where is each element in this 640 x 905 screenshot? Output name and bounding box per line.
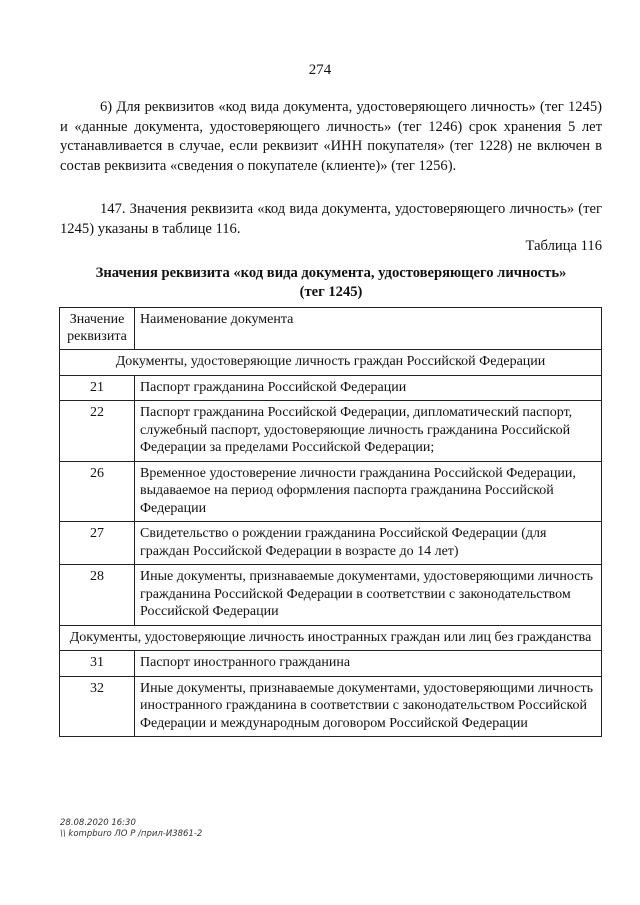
table-row [60, 565, 602, 626]
document-codes-table [59, 307, 602, 737]
table-row [60, 401, 602, 462]
code-cell: 28 [60, 565, 135, 626]
code-cell: 31 [60, 651, 135, 677]
table-row [60, 522, 602, 565]
header-name-cell: Наименование документа [135, 308, 602, 350]
code-cell: 22 [60, 401, 135, 462]
table-row [60, 461, 602, 522]
name-cell: Иные документы, признаваемые документами, удостоверяющими личность гражданина Российской Федерации в соответствии с законодательством Российской Федерации [135, 565, 602, 626]
section-title-cell: Документы, удостоверяющие личность иностранных граждан или лиц без гражданства [60, 625, 602, 651]
table-title-line-1: Значения реквизита «код вида документа, удостоверяющего личность» [95, 265, 567, 281]
code-cell: 26 [60, 461, 135, 522]
section-title-cell: Документы, удостоверяющие личность граждан Российской Федерации [60, 350, 602, 376]
footer-file-path: \\ kompburo ЛО Р /прил-И3861-2 [60, 829, 203, 839]
page-number: 274 [308, 62, 332, 78]
paragraph-text: 6) Для реквизитов «код вида документа, удостоверяющего личность» (тег 1245) и «данные документа, удостоверяющего личность» (тег 1246) срок хранения 5 лет устанавливается в случае, если реквизит «ИНН покупателя» (тег 1228) не включен в состав реквизита «сведения о покупателе (клиенте)» (тег 1256). [60, 99, 602, 174]
name-cell: Паспорт гражданина Российской Федерации, дипломатический паспорт, служебный паспорт, удостоверяющие личность гражданина Российской Федерации за пределами Российской Федерации; [135, 401, 602, 462]
footer-timestamp: 28.08.2020 16:30 [60, 818, 136, 828]
table-title [60, 264, 602, 302]
header-code-cell: Значение реквизита [60, 308, 135, 350]
paragraph-text: 147. Значения реквизита «код вида документа, удостоверяющего личность» (тег 1245) указаны в таблице 116. [60, 201, 602, 237]
name-cell: Паспорт иностранного гражданина [135, 651, 602, 677]
table-section-row [60, 350, 602, 376]
table-row [60, 375, 602, 401]
code-cell: 32 [60, 676, 135, 737]
code-cell: 21 [60, 375, 135, 401]
paragraph-147 [60, 200, 602, 239]
table-label: Таблица 116 [525, 238, 602, 254]
footer-stamp [60, 818, 202, 840]
name-cell: Временное удостоверение личности гражданина Российской Федерации, выдаваемое на период оформления паспорта гражданина Российской Федерации [135, 461, 602, 522]
name-cell: Паспорт гражданина Российской Федерации [135, 375, 602, 401]
name-cell: Свидетельство о рождении гражданина Российской Федерации (для граждан Российской Федерации в возрасте до 14 лет) [135, 522, 602, 565]
table-header-row [60, 308, 602, 350]
table-title-line-2: (тег 1245) [299, 284, 363, 300]
table-row [60, 676, 602, 737]
code-cell: 27 [60, 522, 135, 565]
table-row [60, 651, 602, 677]
table-section-row [60, 625, 602, 651]
paragraph-item-6 [60, 98, 602, 176]
name-cell: Иные документы, признаваемые документами, удостоверяющими личность иностранного гражданина в соответствии с законодательством Российской Федерации и международным договором Российской Федерации [135, 676, 602, 737]
